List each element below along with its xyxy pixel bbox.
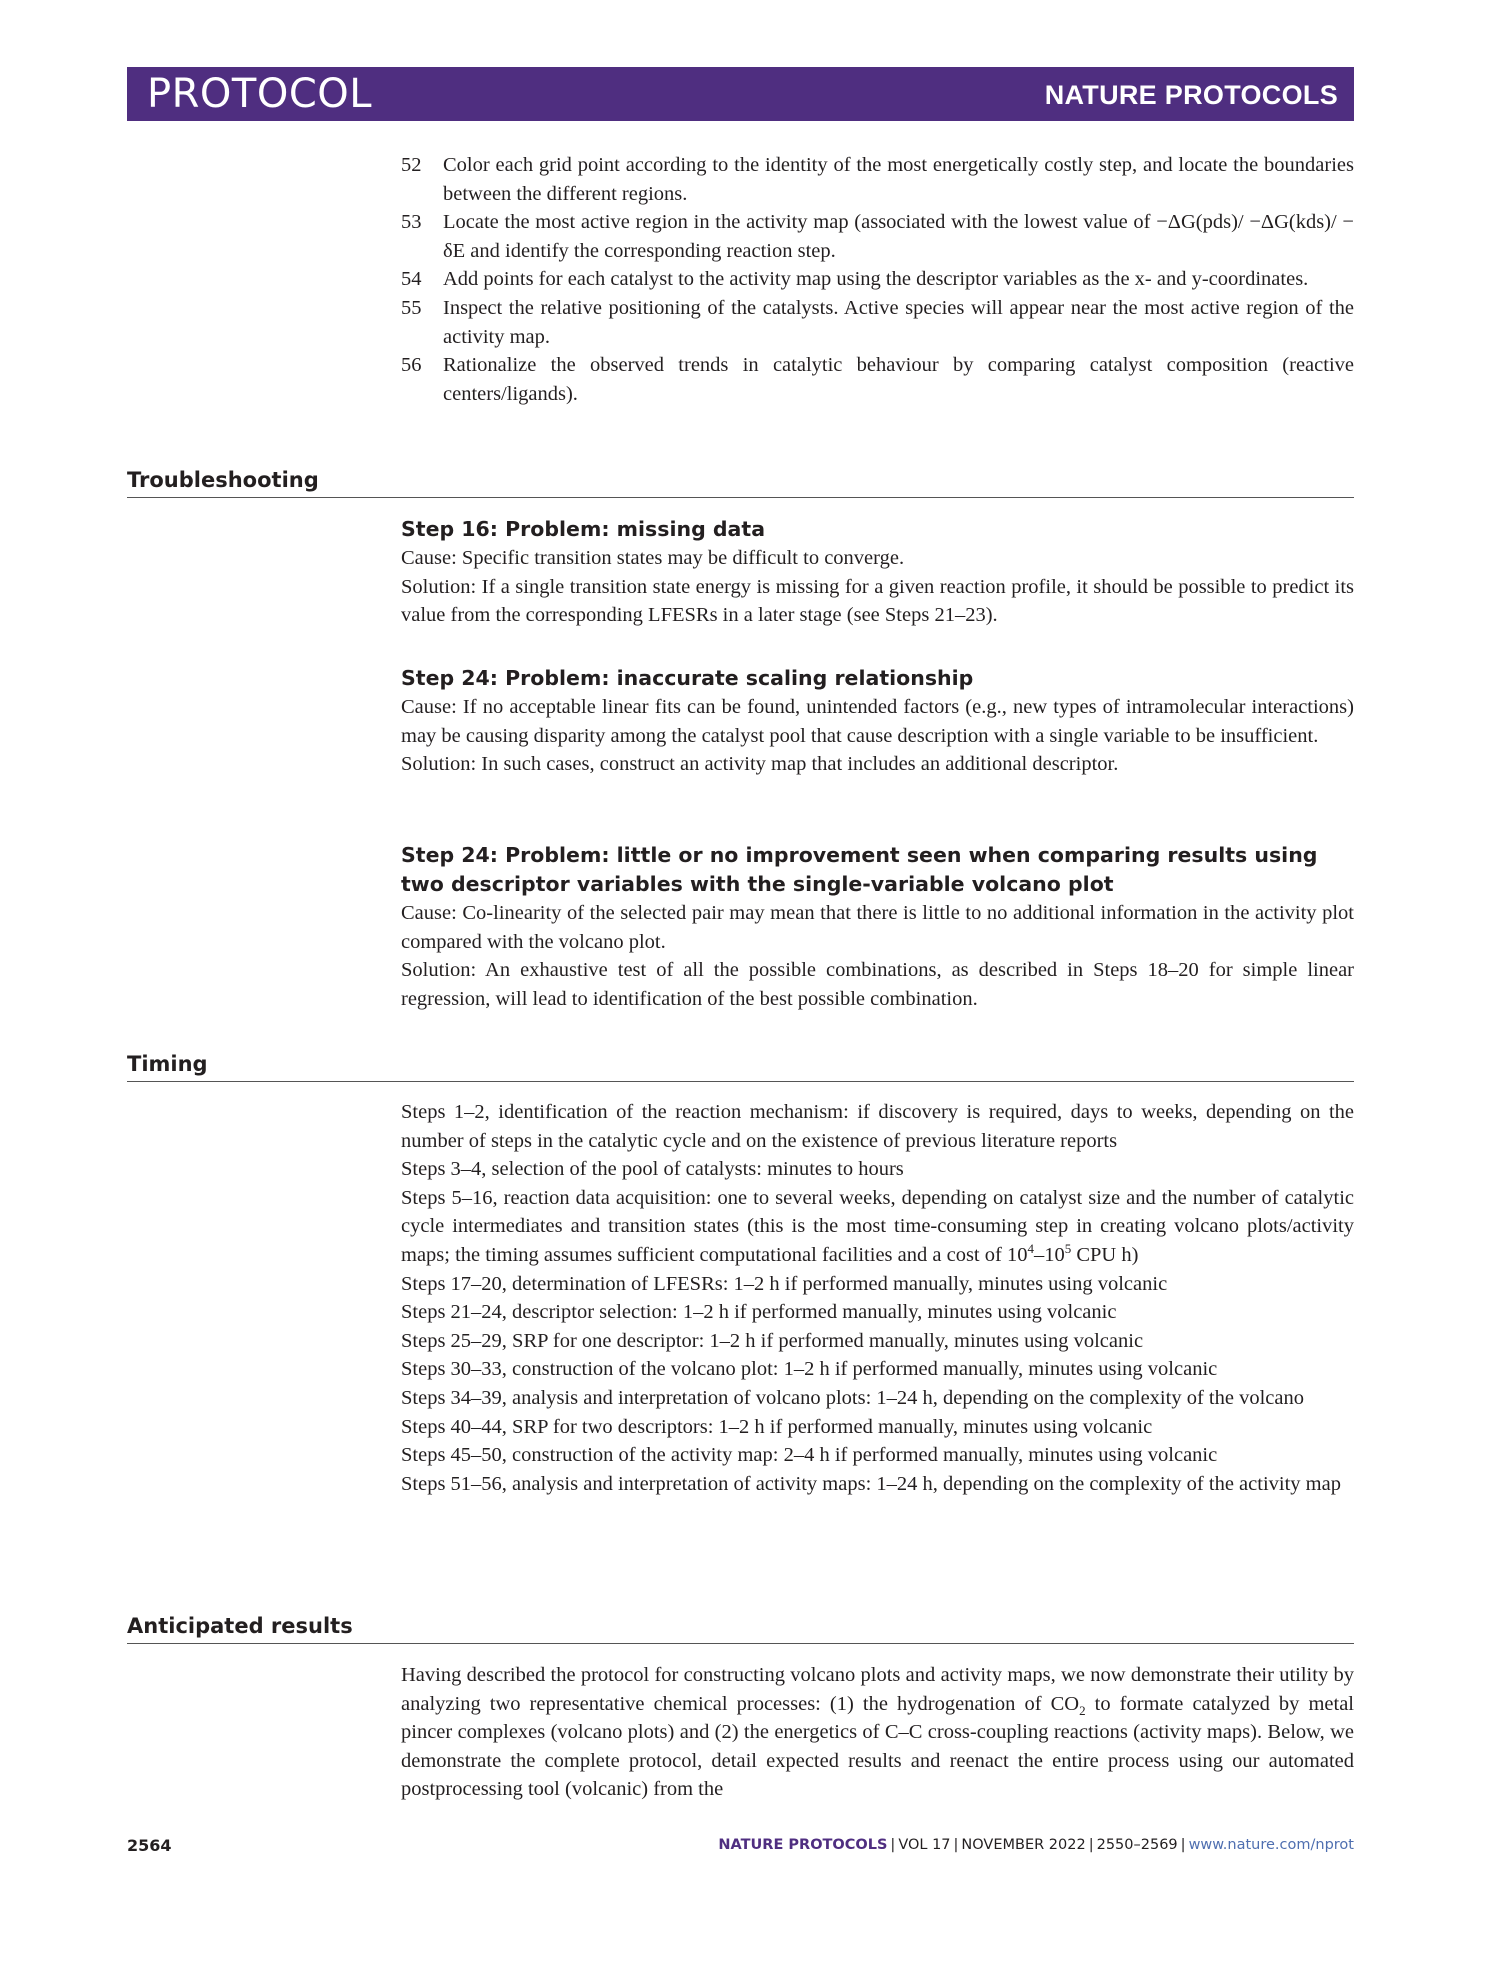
timing-item-text: Steps 5–16, reaction data acquisition: one to several weeks, depending on catalyst size and the number of catalytic cycle intermediates and transition states (this is the most time-consuming step in creating volcano plots/activity maps; the timing assumes sufficient computational facilities and a cost of	[401, 1186, 1354, 1266]
anticipated-heading: Anticipated results	[127, 1611, 1354, 1644]
step-item	[401, 351, 1354, 408]
header-bar	[127, 67, 1354, 121]
step-text: Rationalize the observed trends in catalytic behaviour by comparing catalyst composition (reactive centers/ligands).	[443, 354, 1354, 405]
timing-item: Steps 30–33, construction of the volcano plot: 1–2 h if performed manually, minutes using volcanic	[401, 1358, 1218, 1381]
timing-heading: Timing	[127, 1049, 1354, 1082]
problem-solution: Solution: If a single transition state energy is missing for a given reaction profile, it should be possible to predict its value from the corresponding LFESRs in a later stage (see Steps 21–23).	[401, 575, 1354, 627]
page-number: 2564	[127, 1836, 172, 1855]
step-number: 54	[401, 268, 422, 291]
timing-item: Steps 51–56, analysis and interpretation of activity maps: 1–24 h, depending on the complexity of the activity map	[401, 1472, 1341, 1495]
step-item	[401, 151, 1354, 208]
timing-item: Steps 45–50, construction of the activity map: 2–4 h if performed manually, minutes using volcanic	[401, 1444, 1218, 1467]
troubleshooting-heading: Troubleshooting	[127, 465, 1354, 498]
footer-journal: NATURE PROTOCOLS	[718, 1837, 888, 1853]
problem-title: Step 16: Problem: missing data	[401, 517, 766, 541]
step-number: 55	[401, 296, 422, 319]
footer-date: NOVEMBER 2022	[961, 1837, 1086, 1853]
problem-title: Step 24: Problem: inaccurate scaling relationship	[401, 666, 974, 690]
timing-item: Steps 40–44, SRP for two descriptors: 1–2 h if performed manually, minutes using volcanic	[401, 1415, 1153, 1438]
footer-url[interactable]: www.nature.com/nprot	[1188, 1837, 1354, 1853]
footer-volume: VOL 17	[898, 1837, 951, 1853]
problem-block	[401, 664, 1354, 779]
step-text: Add points for each catalyst to the activity map using the descriptor variables as the x- and y-coordinates.	[443, 268, 1309, 291]
timing-item: Steps 21–24, descriptor selection: 1–2 h if performed manually, minutes using volcanic	[401, 1301, 1117, 1324]
problem-cause: Cause: Specific transition states may be difficult to converge.	[401, 547, 905, 569]
section-label: PROTOCOL	[147, 71, 373, 117]
step-text: Color each grid point according to the identity of the most energetically costly step, and locate the boundaries between the different regions.	[443, 154, 1354, 205]
step-number: 53	[401, 211, 422, 234]
step-text: Inspect the relative positioning of the catalysts. Active species will appear near the most active region of the activity map.	[443, 296, 1354, 348]
problem-block	[401, 515, 1354, 630]
journal-name: NATURE PROTOCOLS	[1044, 80, 1338, 110]
problem-solution: Solution: In such cases, construct an activity map that includes an additional descriptor.	[401, 753, 1119, 776]
step-number: 56	[401, 354, 422, 377]
timing-item: Steps 1–2, identification of the reaction mechanism: if discovery is required, days to weeks, depending on the number of steps in the catalytic cycle and on the existence of previous literature reports	[401, 1101, 1354, 1152]
step-number: 52	[401, 154, 422, 176]
timing-item: Steps 34–39, analysis and interpretation of volcano plots: 1–24 h, depending on the complexity of the volcano	[401, 1386, 1304, 1409]
timing-list	[401, 1098, 1354, 1498]
step-text: Locate the most active region in the activity map (associated with the lowest value of −ΔG(pds)/ −ΔG(kds)/ − δE and identify the corresponding reaction step.	[443, 211, 1354, 262]
step-item	[401, 294, 1354, 351]
step-item	[401, 265, 1354, 294]
step-item	[401, 208, 1354, 265]
footer-pages: 2550–2569	[1096, 1837, 1178, 1853]
problem-solution: Solution: An exhaustive test of all the possible combinations, as described in Steps 18–20 for simple linear regression, will lead to identification of the best possible combination.	[401, 959, 1354, 1010]
problem-block	[401, 841, 1354, 1013]
problem-cause: Cause: Co-linearity of the selected pair may mean that there is little to no additional information in the activity plot compared with the volcano plot.	[401, 902, 1354, 953]
anticipated-text: Having described the protocol for constructing volcano plots and activity maps, we now demonstrate their utility by analyzing two representative chemical processes: (1) the hydrogenation of $CO_2$ to formate catalyzed by metal pincer complexes (volcano plots) and (2) the energetics of C–C cross-coupling reactions (activity maps). Below, we demonstrate the complete protocol, detail expected results and reenact the entire process using our automated postprocessing tool (volcanic) from the	[401, 1664, 1354, 1801]
timing-item: Steps 3–4, selection of the pool of catalysts: minutes to hours	[401, 1158, 904, 1181]
problem-cause: Cause: If no acceptable linear fits can be found, unintended factors (e.g., new types of intramolecular interactions) may be causing disparity among the catalyst pool that cause description with a single variable to be insufficient.	[401, 696, 1354, 747]
timing-item	[401, 1184, 1354, 1270]
timing-item: Steps 17–20, determination of LFESRs: 1–2 h if performed manually, minutes using volcanic	[401, 1272, 1168, 1295]
procedure-steps	[401, 151, 1354, 408]
problem-title: Step 24: Problem: little or no improvement seen when comparing results using two descriptor variables with the single-variable volcano plot	[401, 843, 1318, 896]
footer-citation: NATURE PROTOCOLS | VOL 17 | NOVEMBER 2022 | 2550–2569 | www.nature.com/nprot	[718, 1837, 1354, 1853]
timing-item: Steps 25–29, SRP for one descriptor: 1–2 h if performed manually, minutes using volcanic	[401, 1329, 1144, 1352]
cost-value: $10^4-10^5$ CPU h)	[1006, 1241, 1139, 1266]
